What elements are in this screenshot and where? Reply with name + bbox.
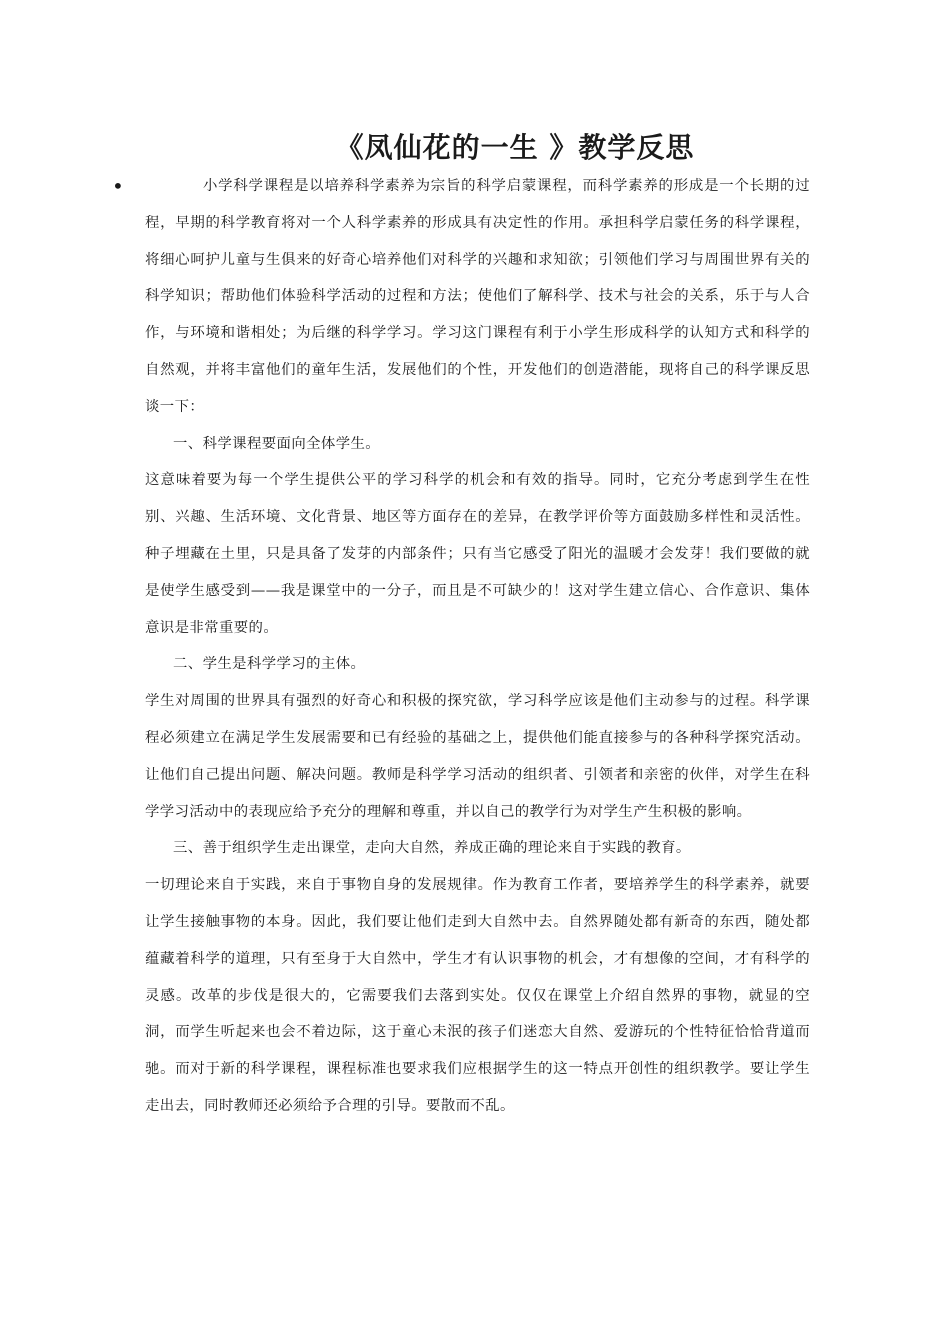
bullet-marker: • bbox=[112, 174, 124, 198]
section-paragraph-2: 学生对周围的世界具有强烈的好奇心和积极的探究欲，学习科学应该是他们主动参与的过程。科学课程必须建立在满足学生发展需要和已有经验的基础之上，提供他们能直接参与的各种科学探究活动。让他们自己提出问题、解决问题。教师是科学学习活动的组织者、引领者和亲密的伙伴，对学生在科学学习活动中的表现应给予充分的理解和尊重，并以自己的教学行为对学生产生积极的影响。 bbox=[145, 693, 810, 820]
intro-paragraph: 小学科学课程是以培养科学素养为宗旨的科学启蒙课程，而科学素养的形成是一个长期的过程，早期的科学教育将对一个人科学素养的形成具有决定性的作用。承担科学启蒙任务的科学课程，将细心呵护儿童与生俱来的好奇心培养他们对科学的兴趣和求知欲；引领他们学习与周围世界有关的科学知识；帮助他们体验科学活动的过程和方法；使他们了解科学、技术与社会的关系，乐于与人合作，与环境和谐相处；为后继的科学学习。学习这门课程有利于小学生形成科学的认知方式和科学的自然观，并将丰富他们的童年生活，发展他们的个性，开发他们的创造潜能，现将自己的科学课反思谈一下： bbox=[145, 178, 810, 415]
document-body bbox=[145, 168, 810, 1125]
section-heading-3: 三、善于组织学生走出课堂，走向大自然，养成正确的理论来自于实践的教育。 bbox=[173, 840, 691, 857]
section-paragraph-3: 一切理论来自于实践，来自于事物自身的发展规律。作为教育工作者，要培养学生的科学素养，就要让学生接触事物的本身。因此，我们要让他们走到大自然中去。自然界随处都有新奇的东西，随处都蕴藏着科学的道理，只有至身于大自然中，学生才有认识事物的机会，才有想像的空间，才有科学的灵感。改革的步伐是很大的，它需要我们去落到实处。仅仅在课堂上介绍自然界的事物，就显的空洞，而学生听起来也会不着边际，这于童心未泯的孩子们迷恋大自然、爱游玩的个性特征恰恰背道而驰。而对于新的科学课程，课程标准也要求我们应根据学生的这一特点开创性的组织教学。要让学生走出去，同时教师还必须给予合理的引导。要散而不乱。 bbox=[145, 877, 810, 1114]
section-heading-1: 一、科学课程要面向全体学生。 bbox=[173, 435, 381, 452]
section-heading-2: 二、学生是科学学习的主体。 bbox=[173, 656, 366, 673]
section-paragraph-1: 这意味着要为每一个学生提供公平的学习科学的机会和有效的指导。同时，它充分考虑到学生在性别、兴趣、生活环境、文化背景、地区等方面存在的差异，在教学评价等方面鼓励多样性和灵活性。种子埋藏在土里，只是具备了发芽的内部条件；只有当它感受了阳光的温暖才会发芽！我们要做的就是使学生感受到——我是课堂中的一分子，而且是不可缺少的！这对学生建立信心、合作意识、集体意识是非常重要的。 bbox=[145, 472, 810, 636]
document-title: 《凤仙花的一生 》教学反思 bbox=[335, 131, 695, 164]
